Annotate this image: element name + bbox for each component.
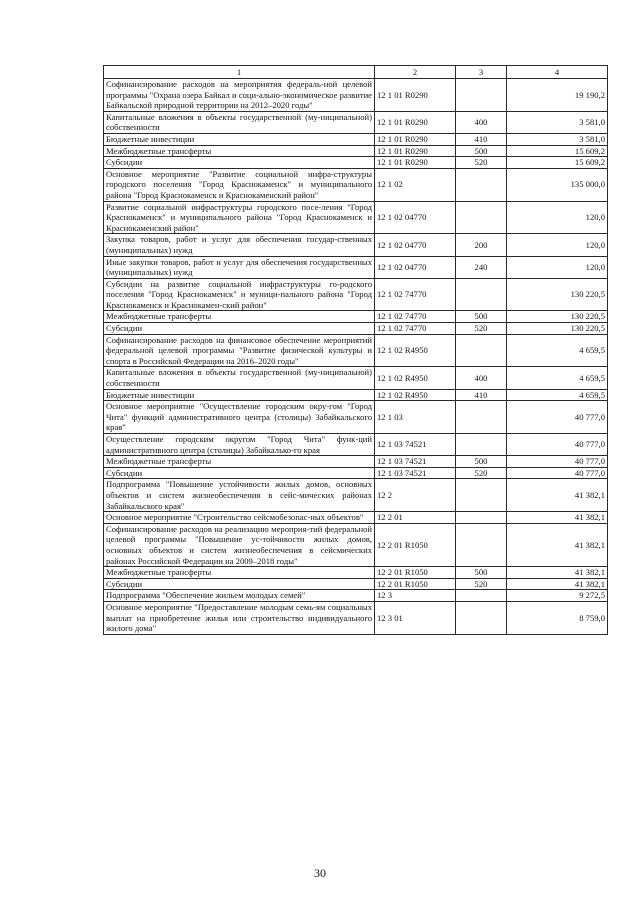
table-row: [104, 323, 608, 335]
row-expense-type-cell: 400: [456, 367, 507, 389]
table-row: [104, 168, 608, 201]
row-name-cell: Основное мероприятие "Предоставление молодым семь-ям социальных выплат на приобретение жилья или строительство индивидуального жилого дома": [104, 601, 375, 634]
header-cell-3: 3: [456, 66, 507, 79]
row-expense-type-cell: 520: [456, 467, 507, 479]
row-name-cell: Бюджетные инвестиции: [104, 133, 375, 145]
table-row: [104, 256, 608, 278]
row-name-cell: Софинансирование расходов на финансовое обеспечение мероприятий федеральной целевой программы "Развитие физической культуры и спорта в Российской Федерации на 2016–2020 годы": [104, 334, 375, 367]
row-expense-type-cell: [456, 201, 507, 234]
table-row: [104, 145, 608, 157]
table-row: [104, 111, 608, 133]
row-name-cell: Межбюджетные трансферты: [104, 311, 375, 323]
row-expense-type-cell: [456, 479, 507, 512]
row-expense-type-cell: 200: [456, 234, 507, 256]
row-amount-cell: 19 190,2: [507, 79, 608, 112]
row-expense-type-cell: 520: [456, 323, 507, 335]
table-row: [104, 523, 608, 566]
row-amount-cell: 41 382,1: [507, 512, 608, 524]
row-code-cell: 12 1 02 04770: [375, 256, 456, 278]
header-row: [104, 66, 608, 79]
row-name-cell: Межбюджетные трансферты: [104, 145, 375, 157]
row-code-cell: 12 1 02 R4950: [375, 389, 456, 401]
row-name-cell: Капитальные вложения в объекты государственной (му-ниципальной) собственности: [104, 367, 375, 389]
row-name-cell: Софинансирование расходов на мероприятия федераль-ной целевой программы "Охрана озера Байкал и соци-ально-экономическое развитие Байкальской природной территории на 2012–2020 годы": [104, 79, 375, 112]
page-number: 30: [314, 866, 326, 880]
row-code-cell: 12 3: [375, 590, 456, 602]
table-row: [104, 434, 608, 456]
row-code-cell: 12 1 01 R0290: [375, 145, 456, 157]
row-name-cell: Основное мероприятие "Осуществление городским окру-гом "Город Чита" функций административного центра (столицы) Забайкальского края": [104, 401, 375, 434]
table-row: [104, 79, 608, 112]
header-cell-4: 4: [507, 66, 608, 79]
row-expense-type-cell: 410: [456, 389, 507, 401]
row-code-cell: 12 1 03 74521: [375, 467, 456, 479]
row-amount-cell: 130 220,5: [507, 278, 608, 311]
table-row: [104, 389, 608, 401]
row-amount-cell: 130 220,5: [507, 323, 608, 335]
row-code-cell: 12 1 02 R4950: [375, 367, 456, 389]
row-code-cell: 12 1 01 R0290: [375, 79, 456, 112]
row-expense-type-cell: [456, 590, 507, 602]
row-amount-cell: 3 581,0: [507, 133, 608, 145]
table-row: [104, 401, 608, 434]
row-name-cell: Субсидии на развитие социальной инфраструктуры го-родского поселения "Город Краснокаменск" и муници-пального района "Город Краснокаменск и Краснокамен-ский район": [104, 278, 375, 311]
table-row: [104, 311, 608, 323]
row-code-cell: 12 1 03 74521: [375, 456, 456, 468]
header-cell-1: 1: [104, 66, 375, 79]
header-cell-2: 2: [375, 66, 456, 79]
table-row: [104, 278, 608, 311]
table-row: [104, 567, 608, 579]
row-name-cell: Осуществление городским округом "Город Чита" функ-ций административного центра (столицы) Забайкалько-го края: [104, 434, 375, 456]
row-amount-cell: 15 609,2: [507, 145, 608, 157]
table-row: [104, 367, 608, 389]
row-amount-cell: 41 382,1: [507, 479, 608, 512]
row-amount-cell: 41 382,1: [507, 567, 608, 579]
row-code-cell: 12 1 01 R0290: [375, 111, 456, 133]
row-name-cell: Закупка товаров, работ и услуг для обеспечения государ-ственных (муниципальных) нужд: [104, 234, 375, 256]
row-amount-cell: 135 000,0: [507, 168, 608, 201]
row-amount-cell: 4 659,5: [507, 367, 608, 389]
row-expense-type-cell: [456, 278, 507, 311]
row-name-cell: Субсидии: [104, 323, 375, 335]
budget-table: [103, 65, 608, 635]
row-amount-cell: 40 777,0: [507, 401, 608, 434]
row-name-cell: Подпрограмма "Повышение устойчивости жилых домов, основных объектов и систем жизнеобеспечения в сейс-мических районах Забайкальского края": [104, 479, 375, 512]
row-expense-type-cell: [456, 601, 507, 634]
table-row: [104, 467, 608, 479]
row-amount-cell: 9 272,5: [507, 590, 608, 602]
row-expense-type-cell: 520: [456, 157, 507, 169]
row-expense-type-cell: [456, 434, 507, 456]
row-expense-type-cell: 500: [456, 567, 507, 579]
row-name-cell: Развитие социальной инфраструктуры городского посе-ления "Город Краснокаменск" и муниципального района "Город Краснокаменск и Краснокаменский район": [104, 201, 375, 234]
row-code-cell: 12 1 03: [375, 401, 456, 434]
row-amount-cell: 40 777,0: [507, 467, 608, 479]
row-code-cell: 12 1 01 R0290: [375, 133, 456, 145]
row-expense-type-cell: 500: [456, 311, 507, 323]
row-code-cell: 12 2 01: [375, 512, 456, 524]
row-name-cell: Капитальные вложения в объекты государственной (му-ниципальной) собственности: [104, 111, 375, 133]
row-expense-type-cell: [456, 401, 507, 434]
row-amount-cell: 4 659,5: [507, 389, 608, 401]
row-code-cell: 12 2 01 R1050: [375, 567, 456, 579]
row-code-cell: 12 2 01 R1050: [375, 578, 456, 590]
row-amount-cell: 3 581,0: [507, 111, 608, 133]
row-code-cell: 12 1 02 04770: [375, 201, 456, 234]
row-code-cell: 12 1 02 74770: [375, 278, 456, 311]
row-name-cell: Основное мероприятие "Строительство сейсмобезопас-ных объектов": [104, 512, 375, 524]
row-amount-cell: 41 382,1: [507, 578, 608, 590]
table-row: [104, 201, 608, 234]
row-code-cell: 12 1 01 R0290: [375, 157, 456, 169]
row-name-cell: Субсидии: [104, 157, 375, 169]
row-code-cell: 12 1 02 R4950: [375, 334, 456, 367]
row-expense-type-cell: 520: [456, 578, 507, 590]
row-expense-type-cell: [456, 168, 507, 201]
row-code-cell: 12 2 01 R1050: [375, 523, 456, 566]
row-expense-type-cell: 410: [456, 133, 507, 145]
row-name-cell: Подпрограмма "Обеспечение жильем молодых семей": [104, 590, 375, 602]
row-code-cell: 12 3 01: [375, 601, 456, 634]
row-amount-cell: 120,0: [507, 201, 608, 234]
row-code-cell: 12 1 02 74770: [375, 311, 456, 323]
row-expense-type-cell: [456, 523, 507, 566]
table-row: [104, 578, 608, 590]
row-expense-type-cell: [456, 512, 507, 524]
row-expense-type-cell: 500: [456, 145, 507, 157]
row-amount-cell: 120,0: [507, 256, 608, 278]
row-name-cell: Иные закупки товаров, работ и услуг для обеспечения государственных (муниципальных) нужд: [104, 256, 375, 278]
row-code-cell: 12 2: [375, 479, 456, 512]
row-amount-cell: 15 609,2: [507, 157, 608, 169]
row-name-cell: Софинансирование расходов на реализацию мероприя-тий федеральной целевой программы "Повышение ус-тойчивости жилых домов, основных объектов и систем жизнеобеспечения в сейсмических районах Российской Федерации на 2009–2018 годы": [104, 523, 375, 566]
table-row: [104, 601, 608, 634]
row-expense-type-cell: [456, 79, 507, 112]
row-code-cell: 12 1 03 74521: [375, 434, 456, 456]
row-code-cell: 12 1 02 04770: [375, 234, 456, 256]
row-name-cell: Межбюджетные трансферты: [104, 456, 375, 468]
row-amount-cell: 130 220,5: [507, 311, 608, 323]
row-amount-cell: 4 659,5: [507, 334, 608, 367]
table-row: [104, 133, 608, 145]
row-code-cell: 12 1 02: [375, 168, 456, 201]
row-expense-type-cell: 500: [456, 456, 507, 468]
row-amount-cell: 120,0: [507, 234, 608, 256]
row-code-cell: 12 1 02 74770: [375, 323, 456, 335]
row-name-cell: Субсидии: [104, 578, 375, 590]
row-amount-cell: 40 777,0: [507, 456, 608, 468]
row-name-cell: Субсидии: [104, 467, 375, 479]
row-name-cell: Межбюджетные трансферты: [104, 567, 375, 579]
table-row: [104, 590, 608, 602]
row-amount-cell: 8 759,0: [507, 601, 608, 634]
row-expense-type-cell: 240: [456, 256, 507, 278]
row-name-cell: Бюджетные инвестиции: [104, 389, 375, 401]
table-row: [104, 234, 608, 256]
table-row: [104, 334, 608, 367]
table-row: [104, 479, 608, 512]
row-amount-cell: 41 382,1: [507, 523, 608, 566]
row-expense-type-cell: [456, 334, 507, 367]
row-expense-type-cell: 400: [456, 111, 507, 133]
table-row: [104, 157, 608, 169]
table-row: [104, 512, 608, 524]
row-amount-cell: 40 777,0: [507, 434, 608, 456]
row-name-cell: Основное мероприятие "Развитие социальной инфра-структуры городского поселения "Город Краснокаменск" и муниципального района "Город Краснокаменск и Краснокаменский район": [104, 168, 375, 201]
table-row: [104, 456, 608, 468]
